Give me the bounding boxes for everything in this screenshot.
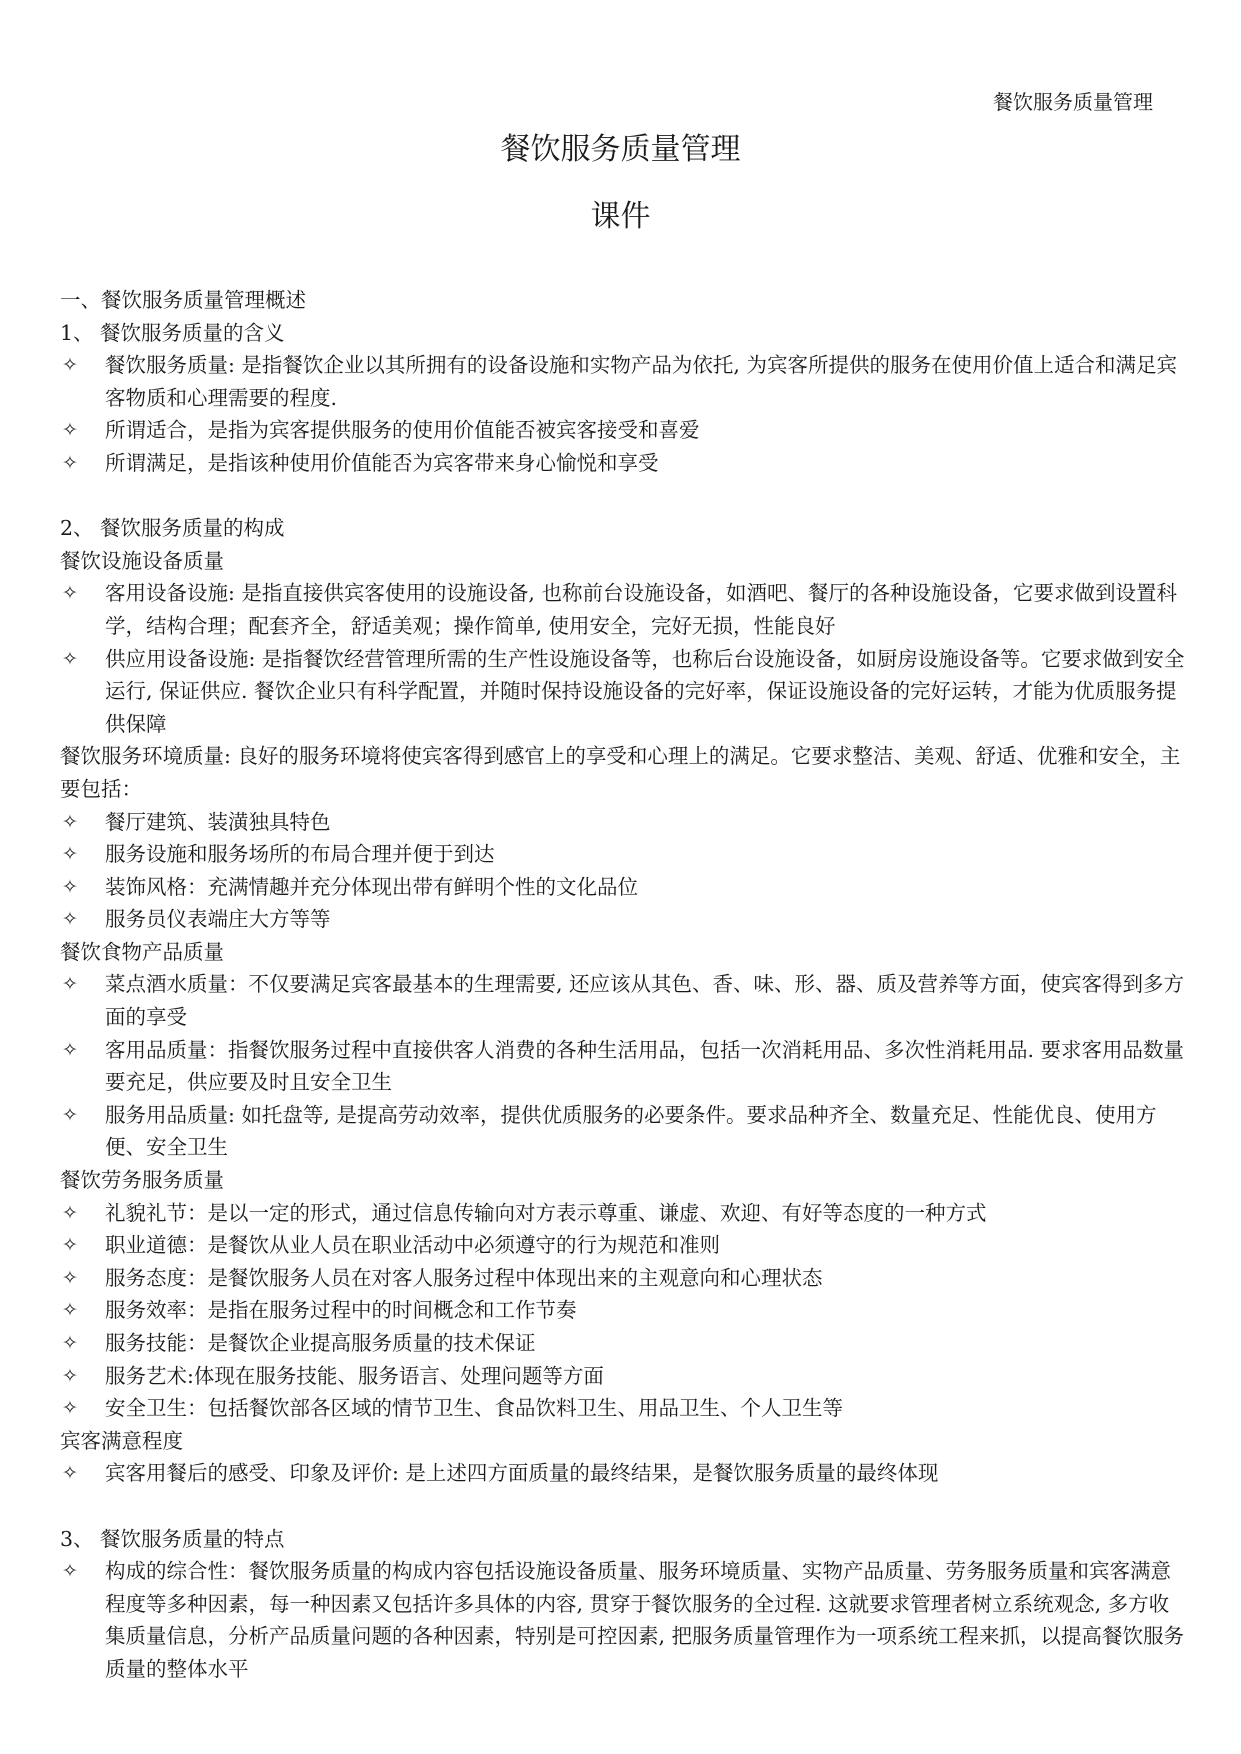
bullet-text: 服务态度：是餐饮服务人员在对客人服务过程中体现出来的主观意向和心理状态 <box>105 1265 823 1290</box>
diamond-outline-icon: ✧ <box>62 1397 78 1420</box>
diamond-outline-icon: ✧ <box>62 1560 78 1583</box>
diamond-outline-icon: ✧ <box>62 1364 78 1387</box>
diamond-outline-icon: ✧ <box>62 908 78 931</box>
bullet-text: 服务用品质量: 如托盘等, 是提高劳动效率，提供优质服务的必要条件。要求品种齐全、数量充足、性能优良、使用方便、安全卫生 <box>105 1102 1157 1160</box>
diamond-outline-icon: ✧ <box>62 354 78 377</box>
bullet-text: 餐厅建筑、装潢独具特色 <box>105 809 331 834</box>
running-header: 餐饮服务质量管理 <box>993 90 1153 114</box>
diamond-outline-icon: ✧ <box>62 582 78 605</box>
bullet-text: 服务设施和服务场所的布局合理并便于到达 <box>105 842 495 867</box>
bullet-text: 餐饮服务质量: 是指餐饮企业以其所拥有的设备设施和实物产品为依托, 为宾客所提供的服务在使用价值上适合和满足宾客物质和心理需要的程度. <box>105 353 1177 410</box>
bullet-item <box>60 1034 1188 1099</box>
bullet-text: 所谓适合，是指为宾客提供服务的使用价值能否被宾客接受和喜爱 <box>105 418 700 443</box>
diamond-outline-icon: ✧ <box>62 1299 78 1322</box>
bullet-item <box>60 871 1188 904</box>
bullet-item <box>60 1099 1188 1164</box>
bullet-text: 职业道德：是餐饮从业人员在职业活动中必须遵守的行为规范和准则 <box>105 1233 720 1258</box>
diamond-outline-icon: ✧ <box>62 810 78 833</box>
text-line: 餐饮设施设备质量 <box>60 548 224 573</box>
bullet-text: 服务效率：是指在服务过程中的时间概念和工作节奏 <box>105 1298 577 1323</box>
text-line: 3、 餐饮服务质量的特点 <box>60 1526 285 1551</box>
paragraph-gap <box>60 480 1188 513</box>
bullet-item <box>60 1555 1188 1685</box>
document-title: 餐饮服务质量管理 <box>500 132 741 167</box>
bullet-text: 客用品质量：指餐饮服务过程中直接供客人消费的各种生活用品，包括一次消耗用品、多次性消耗用品. 要求客用品数量要充足，供应要及时且安全卫生 <box>105 1037 1185 1095</box>
bullet-text: 礼貌礼节：是以一定的形式，通过信息传输向对方表示尊重、谦虚、欢迎、有好等态度的一种方式 <box>105 1200 987 1225</box>
bullet-text: 装饰风格：充满情趣并充分体现出带有鲜明个性的文化品位 <box>105 874 638 899</box>
bullet-item <box>60 447 1188 480</box>
bullet-item <box>60 806 1188 839</box>
bullet-item <box>60 968 1188 1033</box>
bullet-item <box>60 577 1188 642</box>
bullet-item <box>60 838 1188 871</box>
bullet-item <box>60 1360 1188 1393</box>
paragraph-gap <box>60 1490 1188 1523</box>
diamond-outline-icon: ✧ <box>62 1332 78 1354</box>
document-subtitle: 课件 <box>590 199 651 234</box>
text-line: 一、餐饮服务质量管理概述 <box>60 288 306 312</box>
text-line: 餐饮食物产品质量 <box>60 939 224 964</box>
text-line: 1、 餐饮服务质量的含义 <box>60 320 285 345</box>
bullet-item <box>60 349 1188 414</box>
bullet-text: 供应用设备设施: 是指餐饮经营管理所需的生产性设施设备等，也称后台设施设备，如厨房设施设备等。它要求做到安全运行, 保证供应. 餐饮企业只有科学配置，并随时保持设施设备的完好率，保证设施设备的完好运转，才能为优质服务提供保障 <box>105 646 1185 736</box>
diamond-outline-icon: ✧ <box>62 1201 78 1224</box>
diamond-outline-icon: ✧ <box>62 647 78 670</box>
bullet-text: 服务技能：是餐饮企业提高服务质量的技术保证 <box>105 1331 536 1355</box>
diamond-outline-icon: ✧ <box>62 451 78 474</box>
bullet-item <box>60 1457 1188 1490</box>
diamond-outline-icon: ✧ <box>62 1234 78 1257</box>
diamond-outline-icon: ✧ <box>62 973 78 996</box>
diamond-outline-icon: ✧ <box>62 1266 78 1289</box>
diamond-outline-icon: ✧ <box>62 1462 78 1485</box>
diamond-outline-icon: ✧ <box>62 1038 78 1061</box>
bullet-text: 客用设备设施: 是指直接供宾客使用的设施设备, 也称前台设施设备，如酒吧、餐厅的各种设施设备，它要求做到设置科学，结构合理；配套齐全，舒适美观；操作简单, 使用安全，完好无损，性能良好 <box>105 581 1177 638</box>
text-line: 宾客满意程度 <box>60 1428 183 1453</box>
bullet-item <box>60 903 1188 936</box>
bullet-text: 服务员仪表端庄大方等等 <box>105 907 331 932</box>
diamond-outline-icon: ✧ <box>62 843 78 866</box>
text-line: 餐饮服务环境质量: 良好的服务环境将使宾客得到感官上的享受和心理上的满足。它要求整洁、美观、舒适、优雅和安全，主要包括： <box>60 744 1181 801</box>
bullet-text: 服务艺术:体现在服务技能、服务语言、处理问题等方面 <box>105 1363 604 1388</box>
bullet-item <box>60 1197 1188 1230</box>
document-body <box>60 284 1188 1686</box>
bullet-text: 安全卫生：包括餐饮部各区域的情节卫生、食品饮料卫生、用品卫生、个人卫生等 <box>105 1396 843 1421</box>
diamond-outline-icon: ✧ <box>62 1103 78 1126</box>
bullet-text: 所谓满足，是指该种使用价值能否为宾客带来身心愉悦和享受 <box>105 450 659 475</box>
bullet-item <box>60 1327 1188 1360</box>
diamond-outline-icon: ✧ <box>62 875 78 898</box>
bullet-item <box>60 1392 1188 1425</box>
bullet-item <box>60 1294 1188 1327</box>
diamond-outline-icon: ✧ <box>62 419 78 442</box>
text-line: 2、 餐饮服务质量的构成 <box>60 516 285 541</box>
bullet-item <box>60 1229 1188 1262</box>
bullet-text: 菜点酒水质量：不仅要满足宾客最基本的生理需要, 还应该从其色、香、味、形、器、质及营养等方面，使宾客得到多方面的享受 <box>105 972 1185 1030</box>
bullet-item <box>60 1262 1188 1295</box>
text-line: 餐饮劳务服务质量 <box>60 1168 224 1193</box>
bullet-text: 宾客用餐后的感受、印象及评价: 是上述四方面质量的最终结果，是餐饮服务质量的最终体现 <box>105 1461 939 1486</box>
bullet-item <box>60 643 1188 741</box>
bullet-item <box>60 414 1188 447</box>
bullet-text: 构成的综合性：餐饮服务质量的构成内容包括设施设备质量、服务环境质量、实物产品质量、劳务服务质量和宾客满意程度等多种因素，每一种因素又包括许多具体的内容, 贯穿于餐饮服务的全过程. 这就要求管理者树立系统观念, 多方收集质量信息，分析产品质量问题的各种因素，特别是可控因素, 把服务质量管理作为一项系统工程来抓，以提高餐饮服务质量的整体水平 <box>105 1559 1185 1681</box>
